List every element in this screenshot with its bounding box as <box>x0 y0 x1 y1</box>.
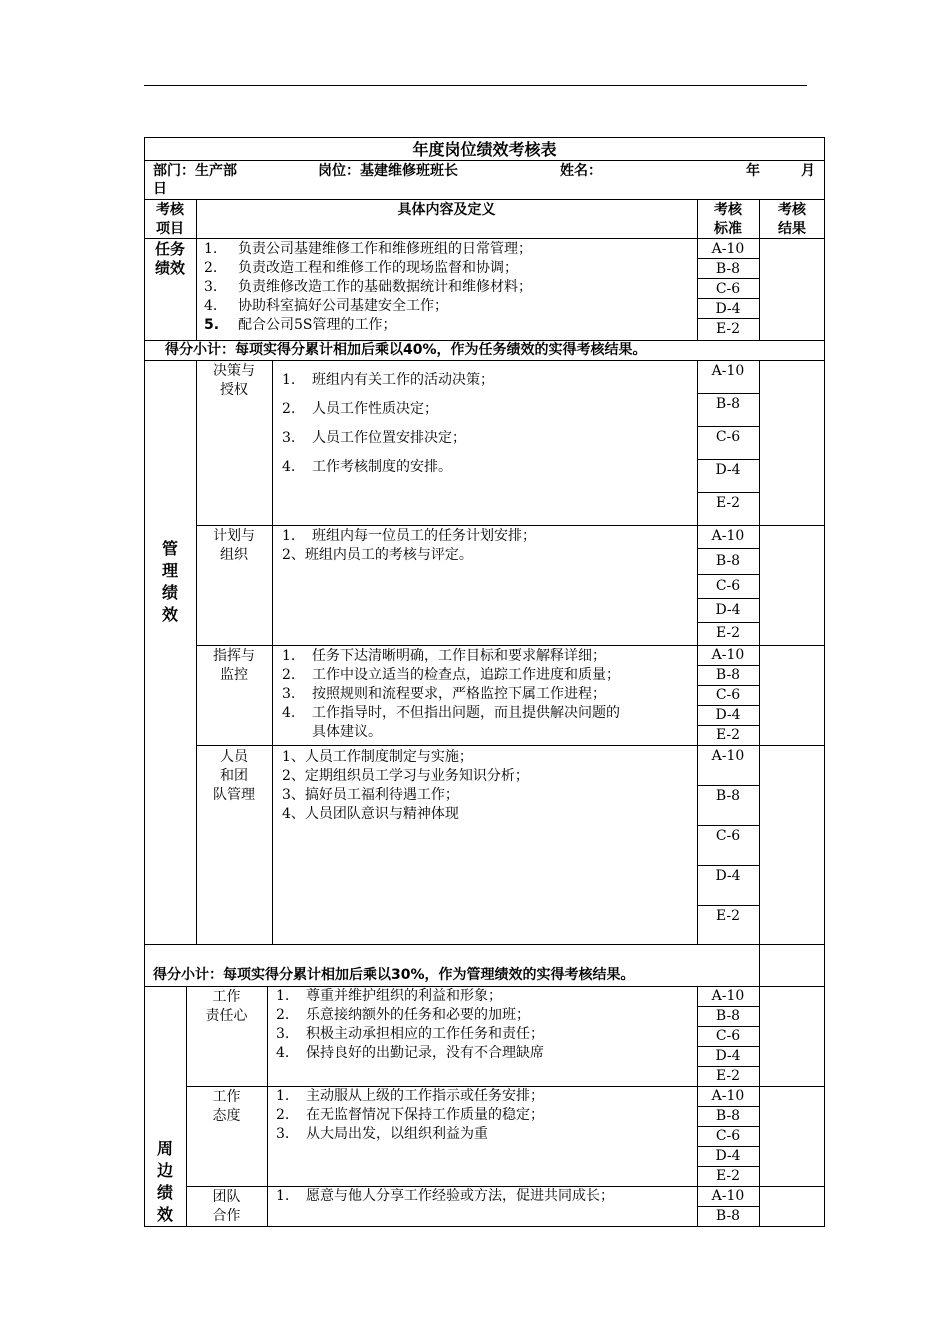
rule <box>697 622 759 623</box>
grade-d: D-4 <box>715 462 741 478</box>
list-item: 1. 任务下达清晰明确，工作目标和要求解释详细； <box>282 648 606 664</box>
grade-a: A-10 <box>711 1088 745 1104</box>
grade-a: A-10 <box>711 748 745 764</box>
management-section-label: 管 理 绩 效 <box>161 539 178 624</box>
sub-label-planning: 计划与 组织 <box>213 528 255 563</box>
grade-c: C-6 <box>715 1028 741 1044</box>
decision-list <box>282 371 494 477</box>
grade-e: E-2 <box>715 321 741 337</box>
list-item: 3. 人员工作位置安排决定； <box>282 430 466 446</box>
team-management-list <box>282 748 529 824</box>
rule <box>196 199 197 340</box>
grade-b: B-8 <box>715 261 741 277</box>
grade-b: B-8 <box>715 1208 741 1224</box>
list-item: 1. 负责公司基建维修工作和维修班组的日常管理； <box>204 241 532 257</box>
grade-c: C-6 <box>715 1128 741 1144</box>
rule <box>196 745 825 746</box>
list-item: 1. 愿意与他人分享工作经验或方法，促进共同成长； <box>276 1188 614 1204</box>
grade-b: B-8 <box>715 396 741 412</box>
grade-b: B-8 <box>715 1008 741 1024</box>
grade-c: C-6 <box>715 687 741 703</box>
grade-a: A-10 <box>711 528 745 544</box>
grade-a: A-10 <box>711 241 745 257</box>
list-item: 2. 在无监督情况下保持工作质量的稳定； <box>276 1107 544 1123</box>
grade-a: A-10 <box>711 647 745 663</box>
list-item: 1. 班组内有关工作的活动决策； <box>282 372 494 388</box>
sub-label-command: 指挥与 监控 <box>213 648 255 683</box>
list-item: 5. 配合公司5S管理的工作； <box>204 317 397 333</box>
list-item: 2. 工作中设立适当的检查点，追踪工作进度和质量； <box>282 667 620 683</box>
grade-c: C-6 <box>715 281 741 297</box>
sub-label-decision: 决策与 授权 <box>213 363 255 398</box>
list-item: 4. 工作指导时，不但指出问题，而且提供解决问题的 <box>282 705 620 721</box>
list-item: 1. 尊重并维护组织的利益和形象； <box>276 988 502 1004</box>
list-item: 1、人员工作制度制定与实施； <box>282 749 473 765</box>
rule <box>759 360 760 986</box>
list-item: 4. 工作考核制度的安排。 <box>282 459 452 475</box>
rule <box>196 525 825 526</box>
position-field: 岗位：基建维修班班长 <box>318 163 458 179</box>
col-standard-header: 考核 标准 <box>714 202 742 237</box>
page-title: 年度岗位绩效考核表 <box>412 140 557 159</box>
list-item: 2、班组内员工的考核与评定。 <box>282 547 473 563</box>
list-item: 3. 按照规则和流程要求，严格监控下属工作进程； <box>282 686 606 702</box>
command-list <box>282 647 620 742</box>
sub-label-attitude: 工作 态度 <box>212 1089 241 1124</box>
grade-b: B-8 <box>715 788 741 804</box>
grade-a: A-10 <box>711 363 745 379</box>
rule <box>697 785 759 786</box>
grade-c: C-6 <box>715 578 741 594</box>
col-content-header: 具体内容及定义 <box>397 202 496 218</box>
teamwork-list <box>276 1187 614 1206</box>
rule <box>697 825 759 826</box>
grade-e: E-2 <box>715 495 741 511</box>
rule <box>697 393 759 394</box>
task-subtotal: 得分小计：每项实得分累计相加后乘以40%，作为任务绩效的实得考核结果。 <box>165 342 647 358</box>
grade-d: D-4 <box>715 1048 741 1064</box>
task-section-label: 任务 绩效 <box>154 240 185 277</box>
list-item: 2. 乐意接纳额外的任务和必要的加班； <box>276 1007 530 1023</box>
rule <box>697 459 759 460</box>
list-item: 3. 积极主动承担相应的工作任务和责任； <box>276 1026 544 1042</box>
rule <box>144 944 825 945</box>
grade-d: D-4 <box>715 707 741 723</box>
planning-list <box>282 527 536 565</box>
dept-field: 部门：生产部 <box>153 163 237 179</box>
list-item: 2. 负责改造工程和维修工作的现场监督和协调； <box>204 260 518 276</box>
grade-d: D-4 <box>715 1148 741 1164</box>
grade-b: B-8 <box>715 553 741 569</box>
rule <box>144 160 825 161</box>
sub-label-teamwork: 团队 合作 <box>212 1189 241 1224</box>
rule <box>144 360 825 361</box>
grade-e: E-2 <box>715 625 741 641</box>
rule <box>697 905 759 906</box>
rule <box>759 986 760 1227</box>
grade-d: D-4 <box>715 301 741 317</box>
grade-a: A-10 <box>711 1188 745 1204</box>
grade-e: E-2 <box>715 908 741 924</box>
day-field: 日 <box>153 181 167 197</box>
grade-d: D-4 <box>715 602 741 618</box>
list-item: 1. 班组内每一位员工的任务计划安排； <box>282 528 536 544</box>
sub-label-responsibility: 工作 责任心 <box>205 989 248 1024</box>
rule <box>267 986 268 1227</box>
list-item: 2、定期组织员工学习与业务知识分析； <box>282 768 529 784</box>
list-item: 2. 人员工作性质决定； <box>282 401 438 417</box>
list-item: 4. 协助科室搞好公司基建安全工作； <box>204 298 448 314</box>
grade-e: E-2 <box>715 1068 741 1084</box>
management-subtotal: 得分小计：每项实得分累计相加后乘以30%，作为管理绩效的实得考核结果。 <box>153 967 635 983</box>
rule <box>697 548 759 549</box>
list-item: 3. 从大局出发，以组织利益为重 <box>276 1126 488 1142</box>
rule <box>697 598 759 599</box>
peripheral-section-label: 周 边 绩 效 <box>156 1139 173 1224</box>
grade-b: B-8 <box>715 1108 741 1124</box>
rule <box>697 426 759 427</box>
name-field: 姓名： <box>560 163 602 179</box>
list-item: 1. 主动服从上级的工作指示或任务安排； <box>276 1088 544 1104</box>
list-item: 4、人员团队意识与精神体现 <box>282 806 459 822</box>
list-item: 4. 保持良好的出勤记录，没有不合理缺席 <box>276 1045 544 1061</box>
col-item-header: 考核 项目 <box>156 202 184 237</box>
rule <box>697 492 759 493</box>
sub-label-team-management: 人员 和团 队管理 <box>213 749 255 803</box>
rule <box>144 199 825 200</box>
grade-b: B-8 <box>715 667 741 683</box>
rule <box>697 574 759 575</box>
month-field: 月 <box>801 163 815 179</box>
list-item: 具体建议。 <box>312 724 382 740</box>
responsibility-list <box>276 987 544 1063</box>
rule <box>272 360 273 944</box>
year-field: 年 <box>746 163 760 179</box>
list-item: 3. 负责维修改造工作的基础数据统计和维修材料； <box>204 279 532 295</box>
col-result-header: 考核 结果 <box>778 202 806 237</box>
header-rule <box>144 85 807 86</box>
list-item: 3、搞好员工福利待遇工作； <box>282 787 459 803</box>
grade-a: A-10 <box>711 988 745 1004</box>
task-list <box>204 240 532 335</box>
attitude-list <box>276 1087 544 1144</box>
grade-c: C-6 <box>715 828 741 844</box>
grade-e: E-2 <box>715 1168 741 1184</box>
rule <box>697 865 759 866</box>
grade-d: D-4 <box>715 868 741 884</box>
grade-c: C-6 <box>715 429 741 445</box>
grade-e: E-2 <box>715 727 741 743</box>
